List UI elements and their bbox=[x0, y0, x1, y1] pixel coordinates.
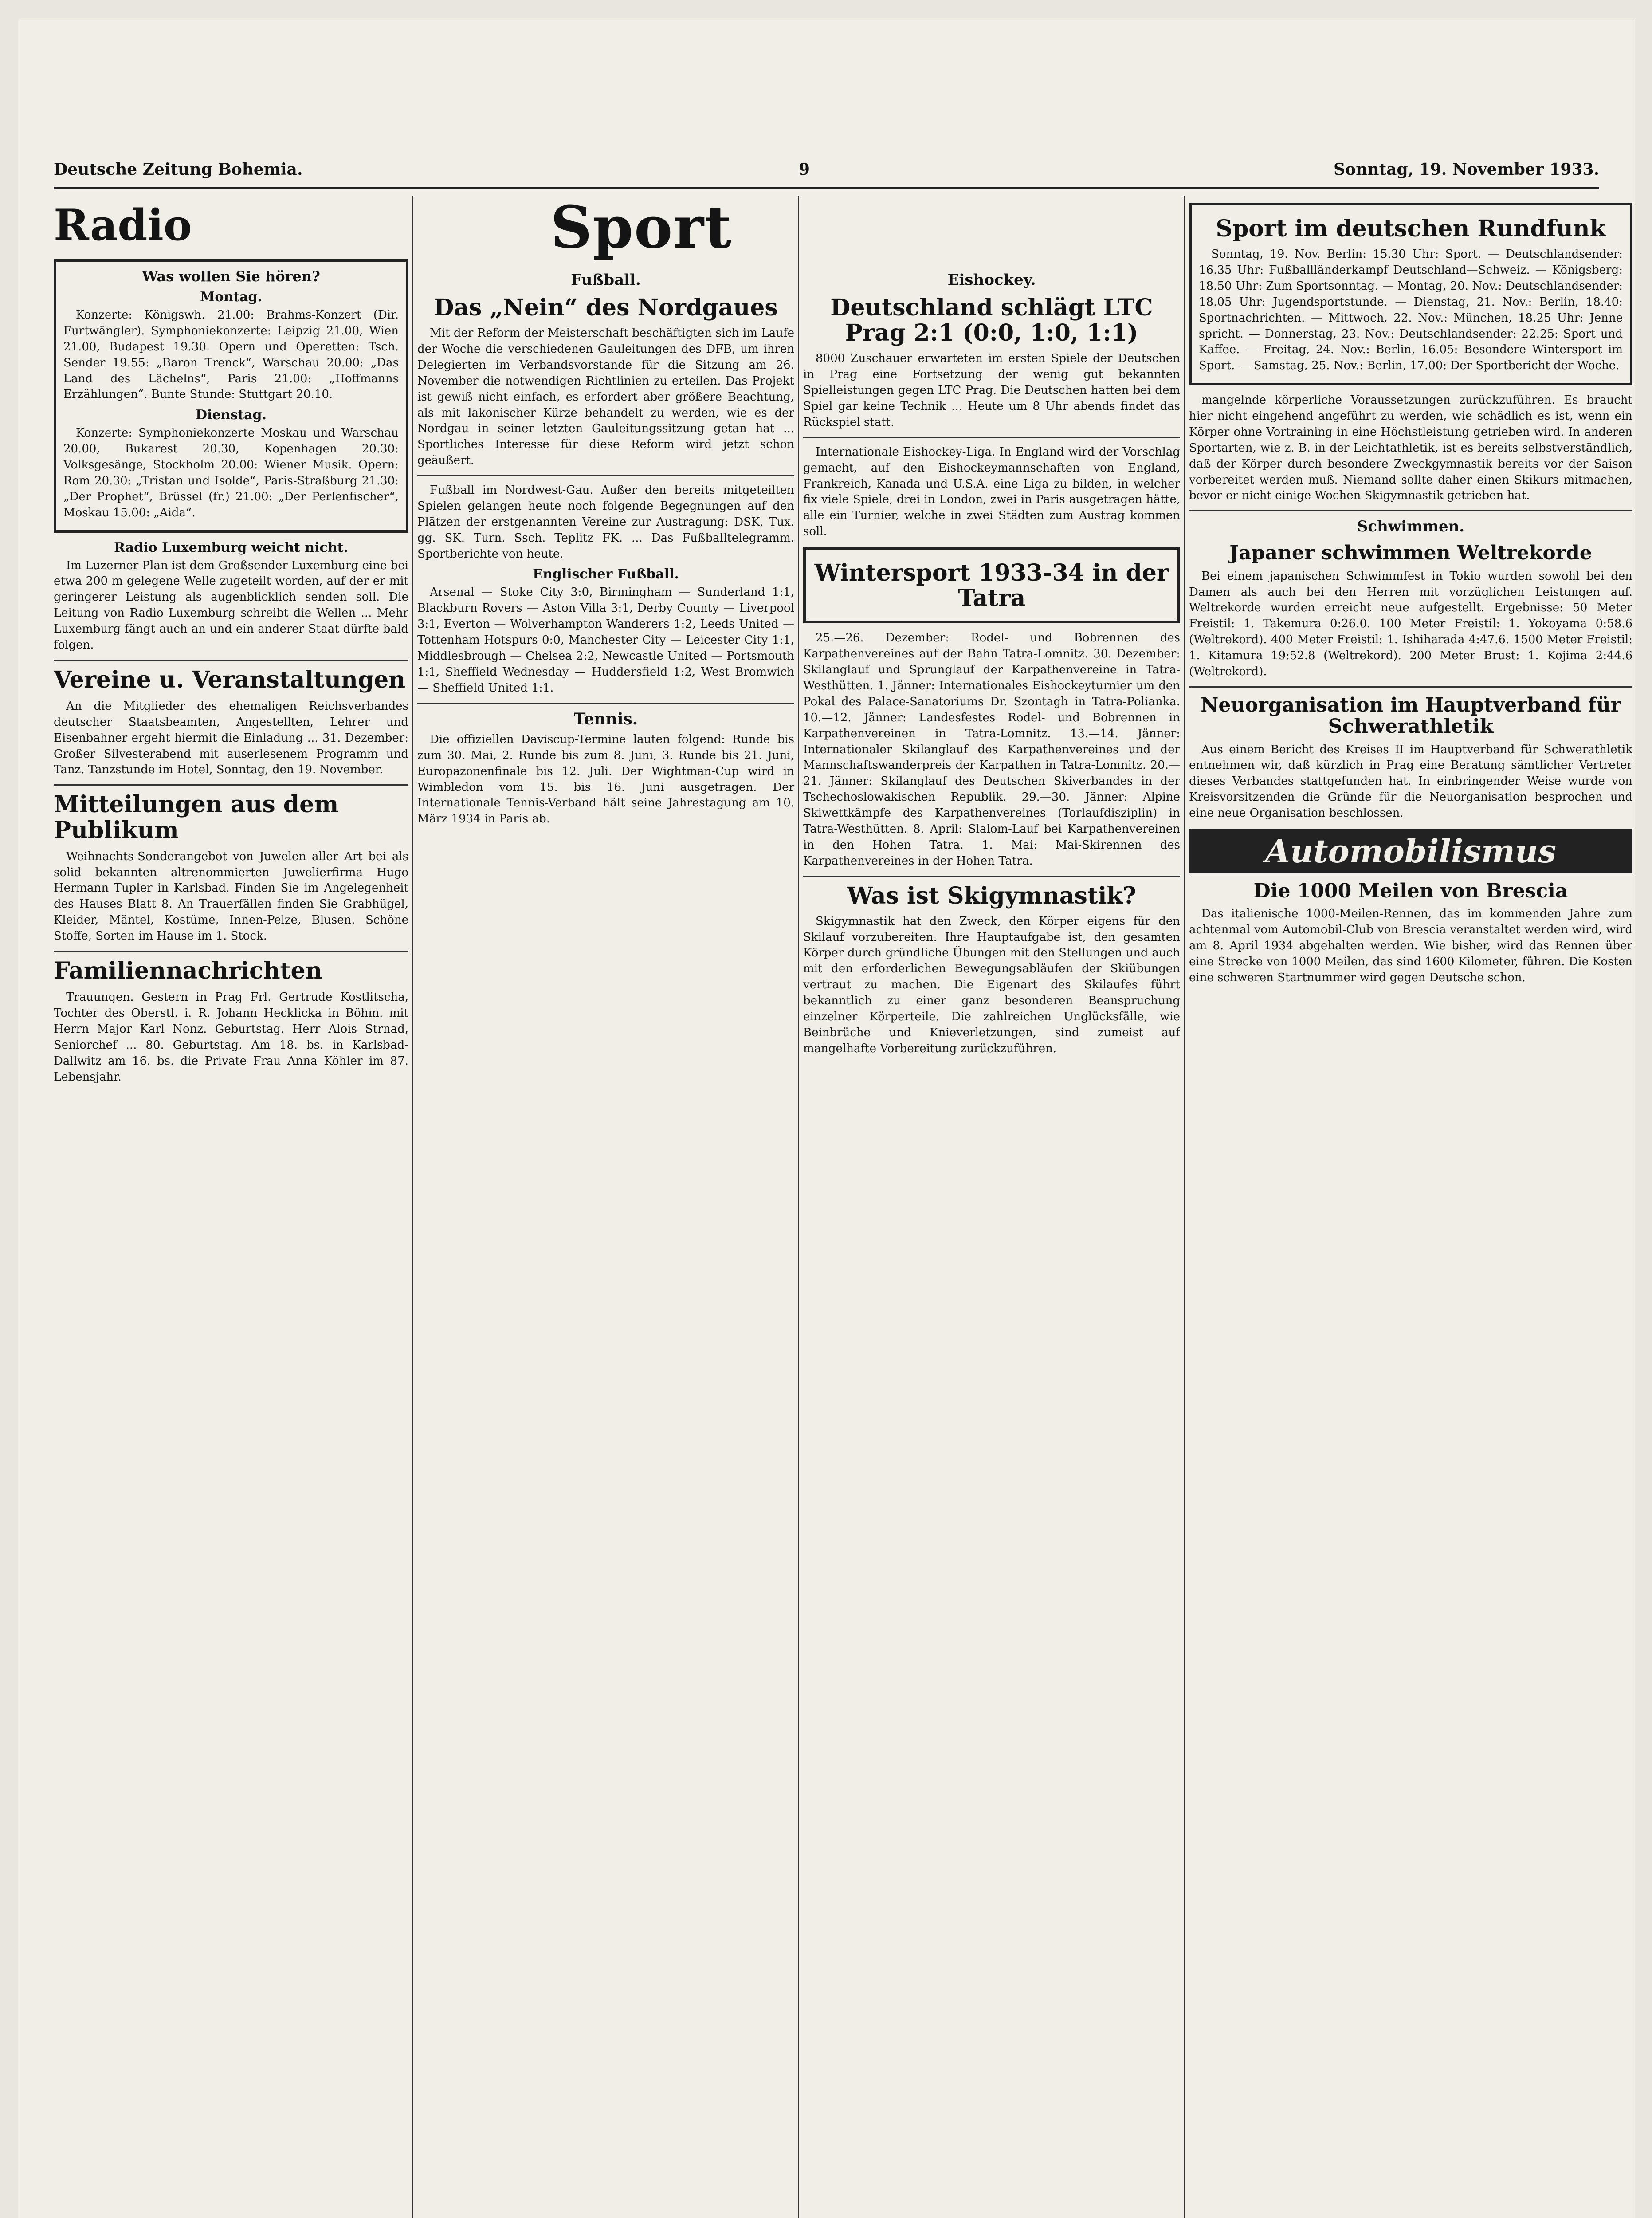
englisch-headline: Englischer Fußball. bbox=[533, 566, 679, 582]
divider bbox=[1189, 686, 1632, 688]
masthead bbox=[54, 151, 1599, 189]
tennis-headline: Tennis. bbox=[573, 709, 638, 728]
masthead-date: Sonntag, 19. November 1933. bbox=[1334, 160, 1599, 179]
mitteilungen-text: Weihnachts-Sonderangebot von Juwelen aller Art bei als solid bekannten altrenommierten Juwelierfirma Hugo Hermann Tupler in Karlsbad. Finden Sie im Angelegenheit des Hauses Blatt 8. An Trauerfällen finden Sie Grabhügel, Kleider, Mäntel, Kostüme, Innen-Pelze, Blusen. Schöne Stoffe, Sorten im Hause im 1. Stock. bbox=[54, 849, 408, 943]
rundfunk-headline: Sport im deutschen Rundfunk bbox=[1216, 215, 1606, 242]
skigymnastik-headline: Was ist Skigymnastik? bbox=[847, 882, 1137, 909]
radio-montag-text: Konzerte: Königswh. 21.00: Brahms-Konzert (Dir. Furtwängler). Symphoniekonzerte: Leipzig 21.00, Wien 21.00, Budapest 19.30. Opern und Operetten: Tsch. Sender 19.55: „Baron Trenck“, Warschau 20.00: „Das Land des Lächelns“, Paris 21.00: „Hoffmanns Erzählungen“. Bunte Stunde: Stuttgart 20.10. bbox=[63, 308, 399, 401]
column-rundfunk-auto bbox=[1189, 196, 1632, 2218]
divider bbox=[1189, 510, 1632, 511]
fussball-text: Mit der Reform der Meisterschaft beschäftigten sich im Laufe der Woche die verschiedenen Gauleitungen des DFB, um ihren Delegierten im Verbandsvorstande für die Sitzung am 26. November die notwendigen Richtlinien zu erteilen. Das Projekt ist gewiß nicht einfach, es erfordert aber größere Beachtung, als mit lakonischer Kürze behandelt zu werden, wie es der Nordgau in seiner letzten Gauleitungssitzung getan hat ... Sportliches Interesse für diese Reform wird jetzt schon geäußert. bbox=[417, 326, 794, 468]
englisch-text: Arsenal — Stoke City 3:0, Birmingham — Sunderland 1:1, Blackburn Rovers — Aston Villa 3:1, Derby County — Liverpool 3:1, Everton — Wolverhampton Wanderers 1:2, Leeds United — Tottenham Hotspurs 0:0, Manchester City — Leicester City 1:1, Middlesbrough — Chelsea 2:2, Newcastle United — Portsmouth 1:1, Sheffield Wednesday — Huddersfield 1:2, West Bromwich — Sheffield United 1:1. bbox=[417, 586, 794, 695]
newspaper-page bbox=[18, 18, 1635, 2218]
skigymnastik-text: Skigymnastik hat den Zweck, den Körper eigens für den Skilauf vorzubereiten. Ihre Hauptaufgabe ist, den gesamten Körper durch gründliche Übungen mit den Stellungen und auch mit den erforderlichen Bewegungsabläufen der Skiübungen vertraut zu machen. Die Eigenart des Skilaufes führt bekanntlich zu einer ganz besonderen Beanspruchung einzelner Körperteile. Die zahlreichen Unglücksfälle, wie Beinbrüche und Knieverletzungen, sind zumeist auf mangelhafte Vorbereitung zurückzuführen. bbox=[803, 914, 1180, 1055]
nordwest-text: Fußball im Nordwest-Gau. Außer den bereits mitgeteilten Spielen gelangen heute noch folgende Begegnungen auf den Plätzen der erstgenannten Vereine zur Austragung: DSK. Tux. gg. SK. Turn. Ssch. Teplitz FK. ... Das Fußballtelegramm. Sportberichte von heute. bbox=[417, 484, 794, 561]
mitteilungen-title: Mitteilungen aus dem Publikum bbox=[54, 791, 339, 844]
schwimmen-text: Bei einem japanischen Schwimmfest in Tokio wurden sowohl bei den Damen als auch bei den Herren mit vorzüglichen Leistungen auf. Weltrekorde wurden erreicht neue aufgestellt. Ergebnisse: 50 Meter Freistil: 1. Takemura 0:26.0. 100 Meter Freistil: 1. Yokoyama 0:58.6 (Weltrekord). 400 Meter Freistil: 1. Ishiharada 4:47.6. 1500 Meter Freistil: 1. Kitamura 19:52.8 (Weltrekord). 200 Meter Brust: 1. Kojima 2:44.6 (Weltrekord). bbox=[1189, 569, 1632, 678]
fussball-headline: Das „Nein“ des Nordgaues bbox=[434, 294, 778, 321]
radio-montag-label: Montag. bbox=[200, 289, 262, 305]
neuorg-text: Aus einem Bericht des Kreises II im Hauptverband für Schwerathletik entnehmen wir, daß kürzlich in Prag eine Beratung sämtlicher Vertreter dieses Verbandes stattgefunden hat. In einbringender Weise wurde von Kreisvorsitzenden die Gründe für die Neuorganisation besprochen und eine neue Organisation beschlossen. bbox=[1189, 743, 1632, 820]
rundfunk-box bbox=[1189, 203, 1632, 385]
wintersport-headline: Wintersport 1933-34 in der Tatra bbox=[814, 559, 1169, 612]
intl-liga-text: Internationale Eishockey-Liga. In England wird der Vorschlag gemacht, auf den Eishockeymannschaften von England, Frankreich, Kanada und U.S.A. eine Liga zu bilden, in welcher fix viele Spiele, drei in London, zwei in Paris ausgetragen hätte, alle ein Turnier, welche in zwei Städten zum Austrag kommen soll. bbox=[803, 445, 1180, 539]
column-rule bbox=[798, 196, 799, 2218]
divider bbox=[54, 951, 408, 952]
radio-program-box bbox=[54, 259, 408, 533]
neuorg-headline: Neuorganisation im Hauptverband für Schwerathletik bbox=[1201, 693, 1621, 738]
luxemburg-text: Im Luzerner Plan ist dem Großsender Luxemburg eine bei etwa 200 m gelegene Welle zugeteilt worden, auf der er mit geringerer Leistung als augenblicklich senden soll. Die Leitung von Radio Luxemburg schreibt die Wellen ... Mehr Luxemburg fängt auch an und ein anderer Staat dürfte bald folgen. bbox=[54, 558, 408, 652]
wintersport-text: 25.—26. Dezember: Rodel- und Bobrennen des Karpathenvereines auf der Bahn Tatra-Lomnitz. 30. Dezember: Skilanglauf und Sprunglauf der Karpathenvereine in Tatra-Westhütten. 1. Jänner: Internationales Eishockeyturnier um den Pokal des Palace-Sanatoriums Dr. Szontagh in Tatra-Polianka. 10.—12. Jänner: Landesfestes Rodel- und Bobrennen in Karpathenvereinen in Tatra-Lomnitz. 13.—14. Jänner: Internationaler Skilanglauf des Karpathenvereines und der Mannschaftswanderpreis der Karpathen in Tatra-Lomnitz. 20.—21. Jänner: Skilanglauf des Deutschen Skiverbandes in der Tschechoslowakischen Republik. 29.—30. Jänner: Alpine Skiwettkämpfe des Karpathenvereines (Torlaufdisziplin) in Tatra-Westhütten. 8. April: Slalom-Lauf bei Karpathenvereinen in den Hohen Tatra. 1. Mai: Mai-Skirennen des Karpathenvereines in der Hohen Tatra. bbox=[803, 631, 1180, 868]
radio-dienstag-label: Dienstag. bbox=[196, 407, 267, 423]
vereine-title: Vereine u. Veranstaltungen bbox=[54, 666, 406, 693]
divider bbox=[417, 703, 794, 704]
masthead-page-number: 9 bbox=[799, 160, 810, 179]
schwimmen-kicker: Schwimmen. bbox=[1357, 518, 1465, 536]
sport-page-title: Sport bbox=[550, 193, 733, 261]
auto-section-banner: Automobilismus bbox=[1189, 829, 1632, 873]
column-radio-vereine bbox=[54, 196, 408, 2218]
fussball-kicker: Fußball. bbox=[571, 271, 641, 289]
auto-text: Das italienische 1000-Meilen-Rennen, das im kommenden Jahre zum achtenmal vom Automobil-Club von Brescia veranstaltet werden wird, wird am 8. April 1934 abgehalten werden. Wie bisher, wird das Rennen über eine Strecke von 1000 Meilen, das sind 1600 Kilometer, führen. Die Kosten eine schweren Startnummer wird gegen Deutsche schon. bbox=[1189, 907, 1632, 984]
radio-section-title: Radio bbox=[54, 200, 192, 250]
divider bbox=[803, 876, 1180, 877]
skigymnastik-continued: mangelnde körperliche Voraussetzungen zurückzuführen. Es braucht hier nicht eingehend angeführt zu werden, wie schädlich es ist, wenn ein Körper ohne Vortraining in eine Höchstleistung getrieben wird. In anderen Sportarten, wie z. B. in der Leichtathletik, ist es bereits selbstverständlich, daß der Körper durch besondere Zweckgymnastik bereits vor der Saison vorbereitet werden muß. Niemand sollte daher einen Skikurs mitmachen, bevor er nicht einige Wochen Skigymnastik getrieben hat. bbox=[1189, 393, 1632, 503]
schwimmen-headline: Japaner schwimmen Weltrekorde bbox=[1229, 542, 1592, 565]
vereine-text: An die Mitglieder des ehemaligen Reichsverbandes deutscher Staatsbeamten, Angestellten, Lehrer und Eisenbahner ergeht hiermit die Einladung ... 31. Dezember: Großer Silvesterabend mit auserlesenem Programm und Tanz. Tanzstunde im Hotel, Sonntag, den 19. November. bbox=[54, 699, 408, 777]
eishockey-kicker: Eishockey. bbox=[947, 271, 1036, 289]
column-eishockey bbox=[803, 267, 1180, 2218]
rundfunk-text: Sonntag, 19. Nov. Berlin: 15.30 Uhr: Sport. — Deutschlandsender: 16.35 Uhr: Fußballländerkampf Deutschland—Schweiz. — Königsberg: 18.50 Uhr: Zum Sportsonntag. — Montag, 20. Nov.: Deutschlandsender: 18.05 Uhr: Jugendsportstunde. — Dienstag, 21. Nov.: Berlin, 18.40: Sportnachrichten. — Mittwoch, 22. Nov.: München, 18.25 Uhr: Jenne spricht. — Donnerstag, 23. Nov.: Deutschlandsender: 22.25: Sport und Kaffee. — Freitag, 24. Nov.: Berlin, 16.05: Besondere Wintersport im Sport. — Samstag, 25. Nov.: Berlin, 17.00: Der Sportbericht der Woche. bbox=[1199, 248, 1623, 373]
familien-text: Trauungen. Gestern in Prag Frl. Gertrude Kostlitscha, Tochter des Oberstl. i. R. Johann Hecklicka in Böhm. mit Herrn Major Karl Nonz. Geburtstag. Herr Alois Strnad, Seniorchef ... 80. Geburtstag. Am 18. bs. in Karlsbad-Dallwitz am 16. bs. die Private Frau Anna Köhler im 87. Lebensjahr. bbox=[54, 991, 408, 1084]
familien-title: Familiennachrichten bbox=[54, 957, 322, 984]
eishockey-headline: Deutschland schlägt LTC Prag 2:1 (0:0, 1:0, 1:1) bbox=[830, 294, 1153, 347]
auto-headline: Die 1000 Meilen von Brescia bbox=[1253, 879, 1568, 902]
tennis-text: Die offiziellen Daviscup-Termine lauten folgend: Runde bis zum 30. Mai, 2. Runde bis zum 8. Juni, 3. Runde bis 21. Juni, Europazonenfinale bis 12. Juli. Der Wightman-Cup wird in Wimbledon vom 15. bis 16. Juni ausgetragen. Der Internationale Tennis-Verband hält seine Jahrestagung am 10. März 1934 in Paris ab. bbox=[417, 732, 794, 826]
eishockey-text: 8000 Zuschauer erwarteten im ersten Spiele der Deutschen in Prag eine Fortsetzung der wenig gut bekannten Spielleistungen gegen LTC Prag. Die Deutschen hatten bei dem Spiel gar keine Technik ... Heute um 8 Uhr abends findet das Rückspiel statt. bbox=[803, 352, 1180, 429]
divider bbox=[54, 784, 408, 786]
radio-box-title: Was wollen Sie hören? bbox=[142, 268, 320, 285]
wintersport-box bbox=[803, 547, 1180, 623]
divider bbox=[417, 475, 794, 476]
radio-dienstag-text: Konzerte: Symphoniekonzerte Moskau und Warschau 20.00, Bukarest 20.30, Kopenhagen 20.30: Volksgesänge, Stockholm 20.00: Wiener Musik. Opern: Rom 20.30: „Tristan und Isolde“, Paris-Straßburg 21.30: „Der Prophet“, Brüssel (fr.) 21.00: „Der Perlenfischer“, Moskau 15.00: „Aida“. bbox=[63, 426, 399, 519]
column-fussball bbox=[417, 267, 794, 2218]
column-rule bbox=[1184, 196, 1185, 2218]
divider bbox=[803, 437, 1180, 438]
divider bbox=[54, 660, 408, 661]
luxemburg-headline: Radio Luxemburg weicht nicht. bbox=[114, 539, 348, 555]
column-rule bbox=[412, 196, 413, 2218]
masthead-paper-name: Deutsche Zeitung Bohemia. bbox=[54, 160, 303, 179]
